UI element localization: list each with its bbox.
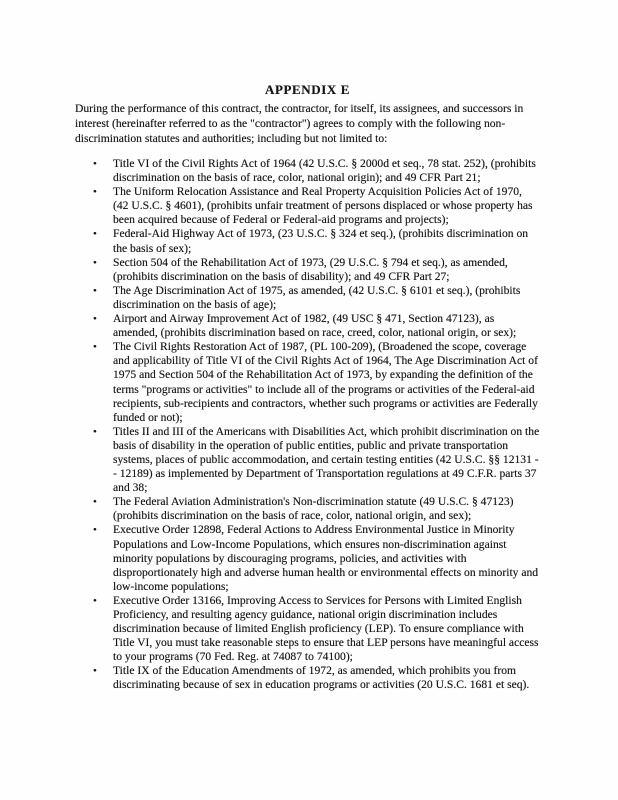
bullet-text: The Uniform Relocation Assistance and Real Property Acquisition Policies Act of 1970, (42 U.S.C. § 4601), (prohibits unfair treatment of persons displaced or whose property has been acquired because of Federal or Federal-aid programs and projects); — [113, 185, 533, 227]
bullet-icon: • — [93, 524, 97, 537]
bullet-icon: • — [93, 256, 97, 269]
list-item — [93, 340, 540, 425]
statutes-list — [93, 157, 540, 693]
list-item — [93, 495, 540, 523]
list-item — [93, 185, 540, 227]
list-item — [93, 523, 540, 593]
bullet-icon: • — [93, 186, 97, 199]
bullet-icon: • — [93, 594, 97, 607]
list-item — [93, 425, 540, 495]
bullet-text: Executive Order 13166, Improving Access to Services for Persons with Limited English Proficiency, and resulting agency guidance, national origin discrimination includes discrimination because of limited English proficiency (LEP). To ensure compliance with Title VI, you must take reasonable steps to ensure that LEP persons have meaningful access to your programs (70 Fed. Reg. at 74087 to 74100); — [113, 593, 539, 664]
bullet-text: Section 504 of the Rehabilitation Act of 1973, (29 U.S.C. § 794 et seq.), as amended, (prohibits discrimination on the basis of disability); and 49 CFR Part 27; — [113, 255, 508, 283]
bullet-text: Title IX of the Education Amendments of 1972, as amended, which prohibits you from discriminating because of sex in education programs or activities (20 U.S.C. 1681 et seq). — [113, 664, 530, 692]
appendix-title: APPENDIX E — [264, 82, 351, 97]
intro-paragraph: During the performance of this contract, the contractor, for itself, its assignees, and successors in interest (hereinafter referred to as the "contractor") agrees to comply with the following non-discrimination statutes and authorities; including but not limited to: — [75, 102, 524, 145]
bullet-icon: • — [93, 341, 97, 354]
bullet-icon: • — [93, 496, 97, 509]
bullet-icon: • — [93, 284, 97, 297]
list-item — [93, 157, 540, 185]
list-item — [93, 312, 540, 340]
bullet-text: The Civil Rights Restoration Act of 1987, (PL 100-209), (Broadened the scope, coverage and applicability of Title VI of the Civil Rights Act of 1964, The Age Discrimination Act of 1975 and Section 504 of the Rehabilitation Act of 1973, by expanding the definition of the terms "programs or activities" to include all of the programs or activities of the Federal-aid recipients, sub-recipients and contractors, whether such programs or activities are Federally funded or not); — [113, 340, 538, 424]
bullet-icon: • — [93, 665, 97, 678]
bullet-text: Airport and Airway Improvement Act of 1982, (49 USC § 471, Section 47123), as amended, (prohibits discrimination based on race, creed, color, national origin, or sex); — [113, 312, 517, 340]
bullet-icon: • — [93, 425, 97, 438]
list-item — [93, 664, 540, 692]
bullet-text: Executive Order 12898, Federal Actions to Address Environmental Justice in Minority Populations and Low-Income Populations, which ensures non-discrimination against minority populations by discouraging programs, policies, and activities with disproportionately high and adverse human health or environmental effects on minority and low-income populations; — [113, 523, 539, 593]
list-item — [93, 284, 540, 312]
list-item — [93, 256, 540, 284]
list-item — [93, 227, 540, 255]
bullet-text: Title VI of the Civil Rights Act of 1964 (42 U.S.C. § 2000d et seq., 78 stat. 252), (prohibits discrimination on the basis of race, color, national origin); and 49 CFR Part 21; — [113, 157, 536, 185]
bullet-text: The Age Discrimination Act of 1975, as amended, (42 U.S.C. § 6101 et seq.), (prohibits discrimination on the basis of age); — [113, 283, 521, 311]
bullet-icon: • — [93, 313, 97, 326]
bullet-text: Titles II and III of the Americans with Disabilities Act, which prohibit discrimination on the basis of disability in the operation of public entities, public and private transportation systems, places of public accommodation, and certain testing entities (42 U.S.C. §§ 12131 -- 12189) as implemented by Department of Transportation regulations at 49 C.F.R. parts 37 and 38; — [113, 424, 540, 495]
bullet-icon: • — [93, 158, 97, 170]
list-item — [93, 594, 540, 664]
bullet-icon: • — [93, 228, 97, 241]
bullet-text: The Federal Aviation Administration's Non-discrimination statute (49 U.S.C. § 47123) (prohibits discrimination on the basis of race, color, national origin, and sex); — [113, 495, 514, 523]
bullet-text: Federal-Aid Highway Act of 1973, (23 U.S.C. § 324 et seq.), (prohibits discrimination on the basis of sex); — [113, 227, 529, 255]
